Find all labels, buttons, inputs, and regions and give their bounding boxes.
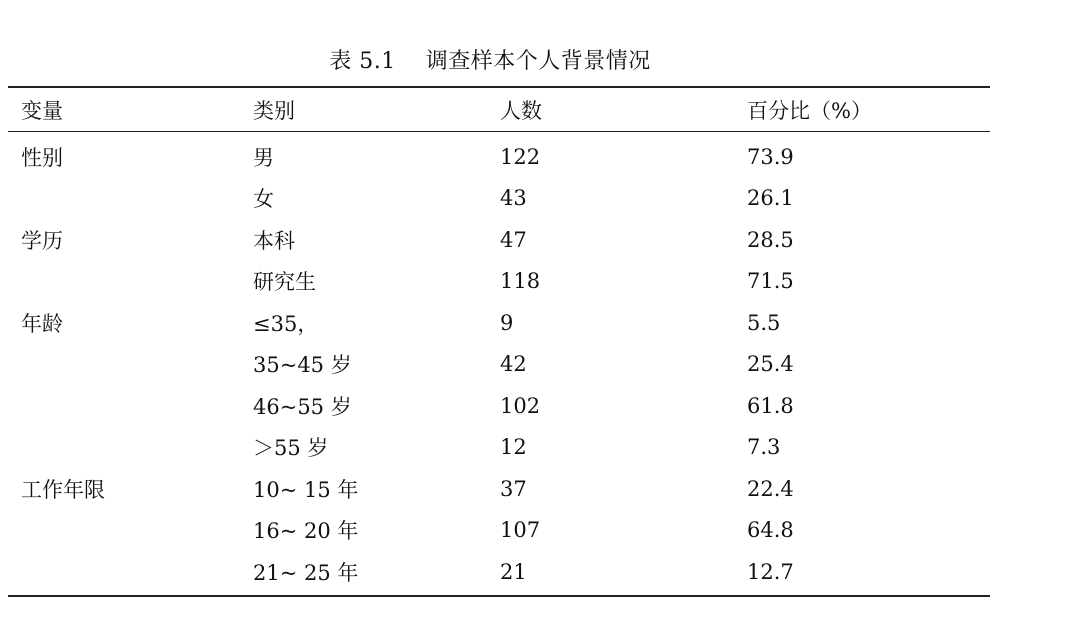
table-row xyxy=(8,385,990,427)
cell-percent: 64.8 xyxy=(747,518,794,543)
table-row xyxy=(8,344,990,386)
cell-percent: 26.1 xyxy=(747,186,794,211)
cell-variable: 工作年限 xyxy=(21,477,105,502)
table-row xyxy=(8,510,990,552)
table-row xyxy=(8,551,990,593)
cell-category: ＞55 岁 xyxy=(253,436,329,461)
cell-count: 118 xyxy=(500,269,541,294)
table-row xyxy=(8,302,990,344)
cell-count: 47 xyxy=(500,227,527,252)
cell-percent: 25.4 xyxy=(747,352,794,377)
cell-percent: 12.7 xyxy=(747,559,794,584)
cell-percent: 28.5 xyxy=(747,227,794,252)
table-row xyxy=(8,261,990,303)
cell-count: 122 xyxy=(500,144,541,169)
cell-count: 107 xyxy=(500,518,541,543)
cell-category: 男 xyxy=(253,145,274,170)
cell-category: 研究生 xyxy=(253,270,316,295)
header-variable: 变量 xyxy=(21,98,63,123)
cell-count: 37 xyxy=(500,476,527,501)
cell-percent: 73.9 xyxy=(747,144,794,169)
cell-variable: 学历 xyxy=(21,228,63,253)
table-row xyxy=(8,219,990,261)
cell-category: 46~55 岁 xyxy=(253,394,352,419)
cell-variable: 年龄 xyxy=(21,311,63,336)
header-count: 人数 xyxy=(500,98,542,123)
cell-percent: 22.4 xyxy=(747,476,794,501)
cell-category: 女 xyxy=(253,187,274,212)
table-body xyxy=(8,136,990,595)
table-row xyxy=(8,136,990,178)
cell-percent: 71.5 xyxy=(747,269,794,294)
cell-category: 本科 xyxy=(253,228,295,253)
header-percent: 百分比（%） xyxy=(747,98,872,123)
header-rule xyxy=(8,131,990,132)
header-category: 类别 xyxy=(253,98,295,123)
cell-count: 12 xyxy=(500,435,527,460)
cell-category: 21~ 25 年 xyxy=(253,560,359,585)
table-caption: 表 5.1 调查样本个人背景情况 xyxy=(329,49,651,74)
cell-percent: 61.8 xyxy=(747,393,794,418)
cell-category: 16~ 20 年 xyxy=(253,519,359,544)
cell-percent: 5.5 xyxy=(747,310,781,335)
cell-percent: 7.3 xyxy=(747,435,781,460)
cell-count: 9 xyxy=(500,310,514,335)
cell-category: 35~45 岁 xyxy=(253,353,352,378)
table-header-row xyxy=(8,88,990,131)
cell-count: 102 xyxy=(500,393,541,418)
table-row xyxy=(8,178,990,220)
cell-count: 42 xyxy=(500,352,527,377)
table-row xyxy=(8,468,990,510)
cell-category: 10~ 15 年 xyxy=(253,477,359,502)
cell-count: 21 xyxy=(500,559,527,584)
data-table xyxy=(8,86,990,597)
bottom-rule xyxy=(8,595,990,597)
cell-category: ≤35， xyxy=(253,311,319,336)
cell-variable: 性别 xyxy=(21,145,63,170)
table-row xyxy=(8,427,990,469)
cell-count: 43 xyxy=(500,186,527,211)
